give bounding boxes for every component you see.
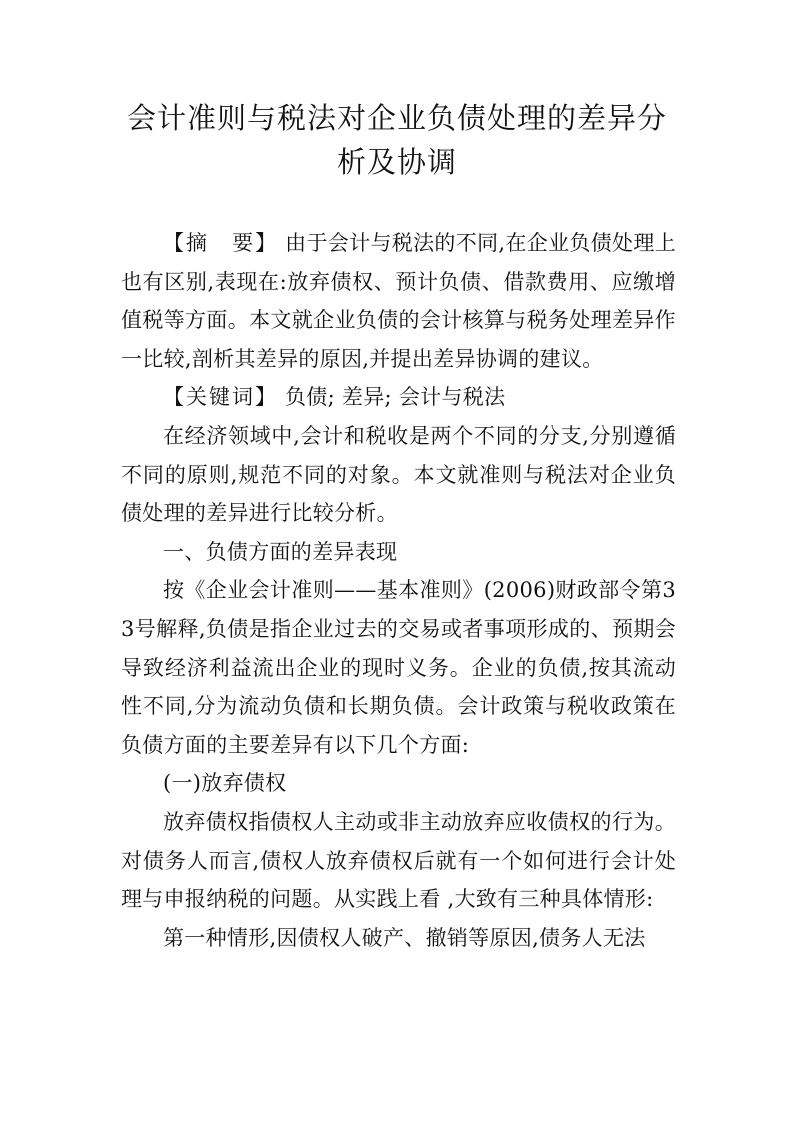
abstract-text: 由于会计与税法的不同,在企业负债处理上也有区别,表现在:放弃债权、预计负债、借款费用、应缴增值税等方面。本文就企业负债的会计核算与税务处理差异作一比较,剖析其差异的原因,并提出差异协调的建议。 <box>121 231 676 371</box>
keywords-text: 负债; 差异; 会计与税法 <box>278 385 506 410</box>
subsection-paragraph-continued: 第一种情形,因债权人破产、撤销等原因,债务人无法 <box>163 925 646 950</box>
section-heading: 一、负债方面的差异表现 <box>163 539 398 564</box>
subsection-paragraph: 放弃债权指债权人主动或非主动放弃应收债权的行为。对债务人而言,债权人放弃债权后就有一个如何进行会计处理与申报纳税的问题。从实践上看 ,大致有三种具体情形: <box>121 809 676 912</box>
subsection-heading: (一)放弃债权 <box>163 771 287 796</box>
page-title: 会计准则与税法对企业负债处理的差异分析及协调 <box>126 101 667 179</box>
abstract-paragraph <box>121 224 676 378</box>
section-intro-paragraph: 按《企业会计准则——基本准则》(2006)财政部令第33号解释,负债是指企业过去的交易或者事项形成的、预期会导致经济利益流出企业的现时义务。企业的负债,按其流动性不同,分为流动负债和长期负债。会计政策与税收政策在负债方面的主要差异有以下几个方面: <box>121 578 676 757</box>
abstract-label: 【摘 要】 <box>163 231 279 255</box>
keywords-label: 【关键词】 <box>163 385 278 410</box>
document-body <box>121 224 676 957</box>
intro-paragraph: 在经济领域中,会计和税收是两个不同的分支,分别遵循不同的原则,规范不同的对象。本文就准则与税法对企业负债处理的差异进行比较分析。 <box>121 423 676 526</box>
keywords-paragraph <box>121 378 676 417</box>
